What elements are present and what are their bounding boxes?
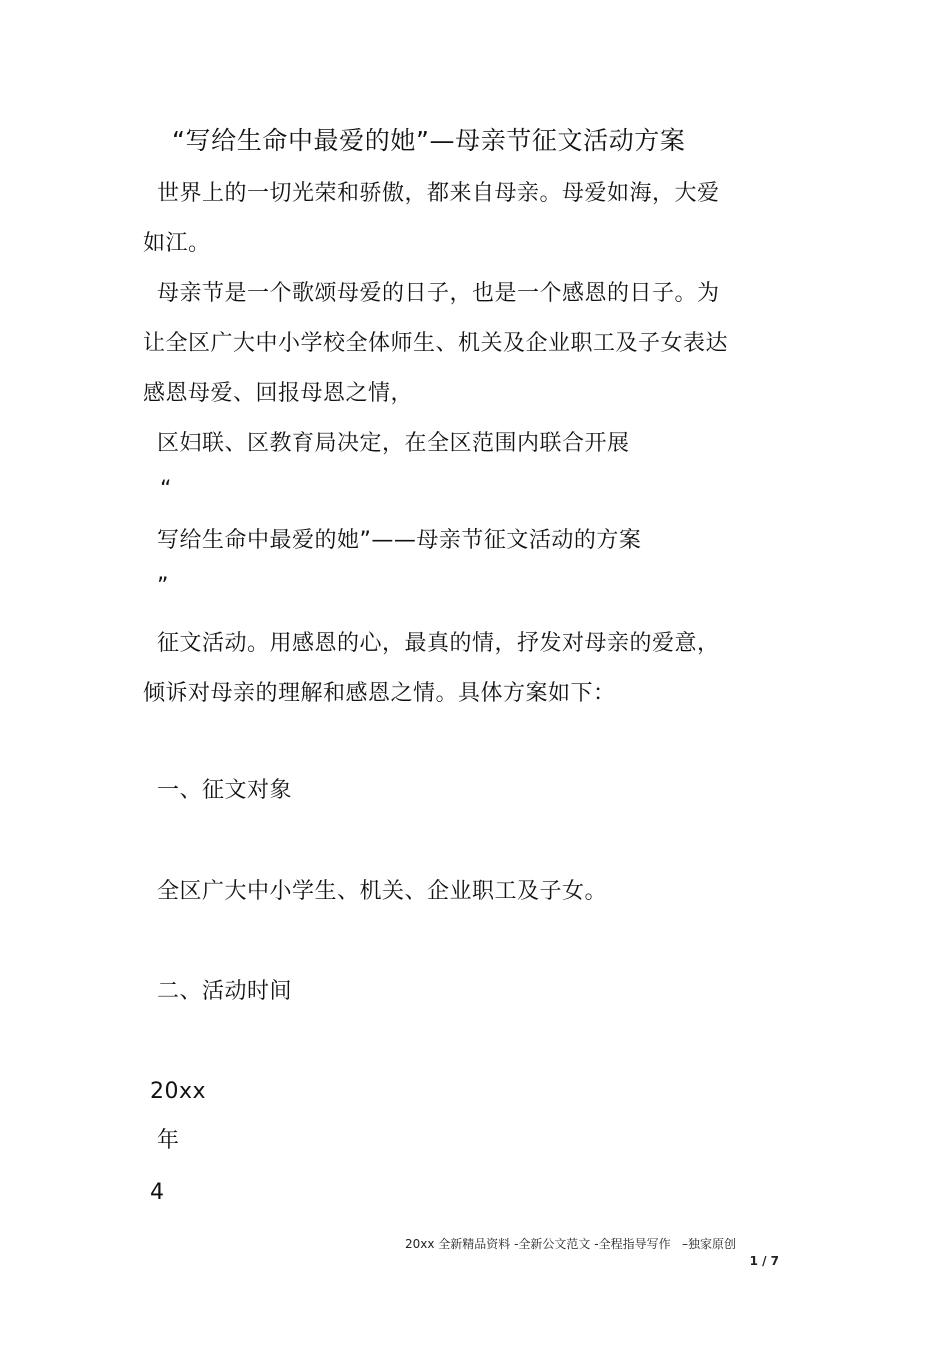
- section-heading: 二、活动时间: [157, 979, 293, 1004]
- paragraph-line: 倾诉对母亲的理解和感恩之情。具体方案如下：: [143, 681, 616, 706]
- paragraph-line: 母亲节是一个歌颂母爱的日子，也是一个感恩的日子。为: [157, 281, 720, 306]
- paragraph-line: 4: [150, 1180, 165, 1205]
- paragraph-line: 感恩母爱、回报母恩之情，: [143, 381, 414, 406]
- paragraph-line: 年: [157, 1128, 180, 1153]
- paragraph-line: “: [160, 477, 172, 502]
- section-heading: 一、征文对象: [157, 778, 293, 803]
- paragraph-line: 写给生命中最爱的她”——母亲节征文活动的方案: [157, 528, 642, 553]
- document-title: “写给生命中最爱的她”—母亲节征文活动方案: [172, 126, 686, 155]
- page-number: 1 / 7: [749, 1254, 779, 1268]
- paragraph-line: 区妇联、区教育局决定，在全区范围内联合开展: [157, 431, 630, 456]
- paragraph-line: 20xx: [150, 1079, 207, 1104]
- paragraph-line: 如江。: [143, 231, 211, 256]
- paragraph-line: ”: [157, 574, 169, 599]
- paragraph-line: 全区广大中小学生、机关、企业职工及子女。: [157, 879, 608, 904]
- paragraph-line: 世界上的一切光荣和骄傲，都来自母亲。母爱如海，大爱: [157, 181, 720, 206]
- footer-text: 20xx 全新精品资料 -全新公文范文 -全程指导写作 –独家原创: [405, 1237, 737, 1251]
- paragraph-line: 征文活动。用感恩的心，最真的情，抒发对母亲的爱意，: [157, 631, 720, 656]
- paragraph-line: 让全区广大中小学校全体师生、机关及企业职工及子女表达: [143, 331, 729, 356]
